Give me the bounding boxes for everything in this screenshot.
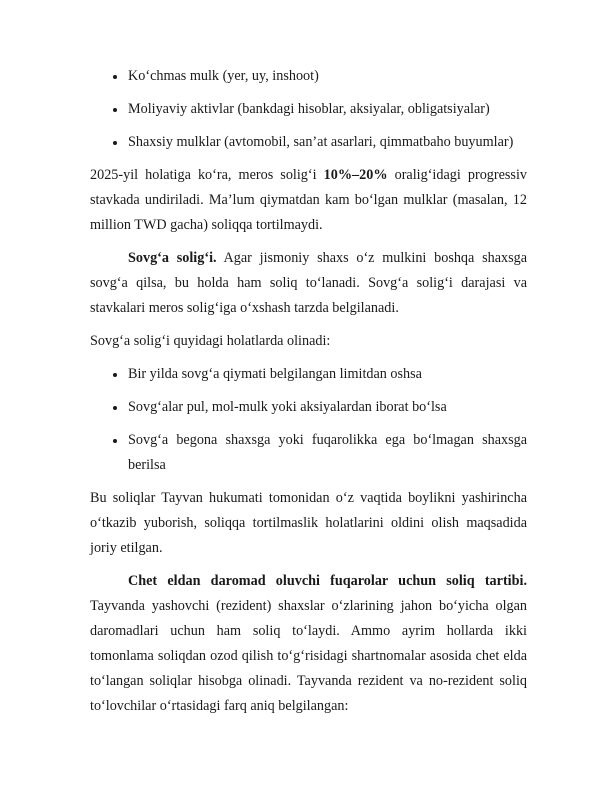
list-item: Moliyaviy aktivlar (bankdagi hisoblar, aksiyalar, obligatsiyalar) bbox=[90, 97, 527, 122]
list-item: Bir yilda sovg‘a qiymati belgilangan limitdan oshsa bbox=[90, 362, 527, 387]
purpose-paragraph: Bu soliqlar Tayvan hukumati tomonidan o‘z vaqtida boylikni yashirincha o‘tkazib yuborish, soliqqa tortilmaslik holatlarini oldini olish maqsadida joriy etilgan. bbox=[90, 490, 527, 556]
gift-tax-conditions-intro: Sovg‘a solig‘i quyidagi holatlarda olinadi: bbox=[90, 333, 331, 349]
gift-tax-paragraph: Sovg‘a solig‘i. Agar jismoniy shaxs o‘z mulkini boshqa shaxsga sovg‘a qilsa, bu holda ham soliq to‘lanadi. Sovg‘a solig‘i darajasi va stavkalari meros solig‘iga o‘xshash tarzda belgilanadi. bbox=[90, 250, 528, 316]
bullet-icon bbox=[113, 141, 117, 145]
asset-type-list bbox=[90, 64, 527, 155]
bullet-icon bbox=[113, 439, 117, 443]
bullet-icon bbox=[113, 108, 117, 112]
gift-tax-conditions-list bbox=[90, 362, 527, 478]
list-item: Shaxsiy mulklar (avtomobil, san’at asarlari, qimmatbaho buyumlar) bbox=[90, 130, 527, 155]
foreign-income-heading: Chet eldan daromad oluvchi fuqarolar uchun soliq tartibi. bbox=[128, 573, 527, 589]
list-item: Sovg‘alar pul, mol-mulk yoki aksiyalardan iborat bo‘lsa bbox=[90, 395, 527, 420]
bullet-icon bbox=[113, 373, 117, 377]
foreign-income-paragraph: Chet eldan daromad oluvchi fuqarolar uchun soliq tartibi. Tayvanda yashovchi (rezident) shaxslar o‘zlarining jahon bo‘yicha olgan daromadlari uchun ham soliq to‘laydi. Ammo ayrim hollarda ikki tomonlama soliqdan ozod qilish to‘g‘risidagi shartnomalar asosida chet elda to‘langan soliqlar hisobga olinadi. Tayvanda rezident va no-rezident soliq to‘lovchilar o‘rtasidagi farq aniq belgilangan: bbox=[90, 573, 527, 714]
bullet-icon bbox=[113, 75, 117, 79]
inheritance-tax-paragraph: 2025-yil holatiga ko‘ra, meros solig‘i 10%–20% oralig‘idagi progressiv stavkada undiriladi. Ma’lum qiymatdan kam bo‘lgan mulklar (masalan, 12 million TWD gacha) soliqqa tortilmaydi. bbox=[90, 167, 527, 233]
bullet-icon bbox=[113, 406, 117, 410]
document-page bbox=[90, 64, 527, 727]
list-item: Ko‘chmas mulk (yer, uy, inshoot) bbox=[90, 64, 527, 89]
list-item: Sovg‘a begona shaxsga yoki fuqarolikka ega bo‘lmagan shaxsga berilsa bbox=[90, 428, 527, 478]
gift-tax-heading: Sovg‘a solig‘i. bbox=[128, 250, 217, 266]
tax-rate-range: 10%–20% bbox=[323, 167, 388, 183]
